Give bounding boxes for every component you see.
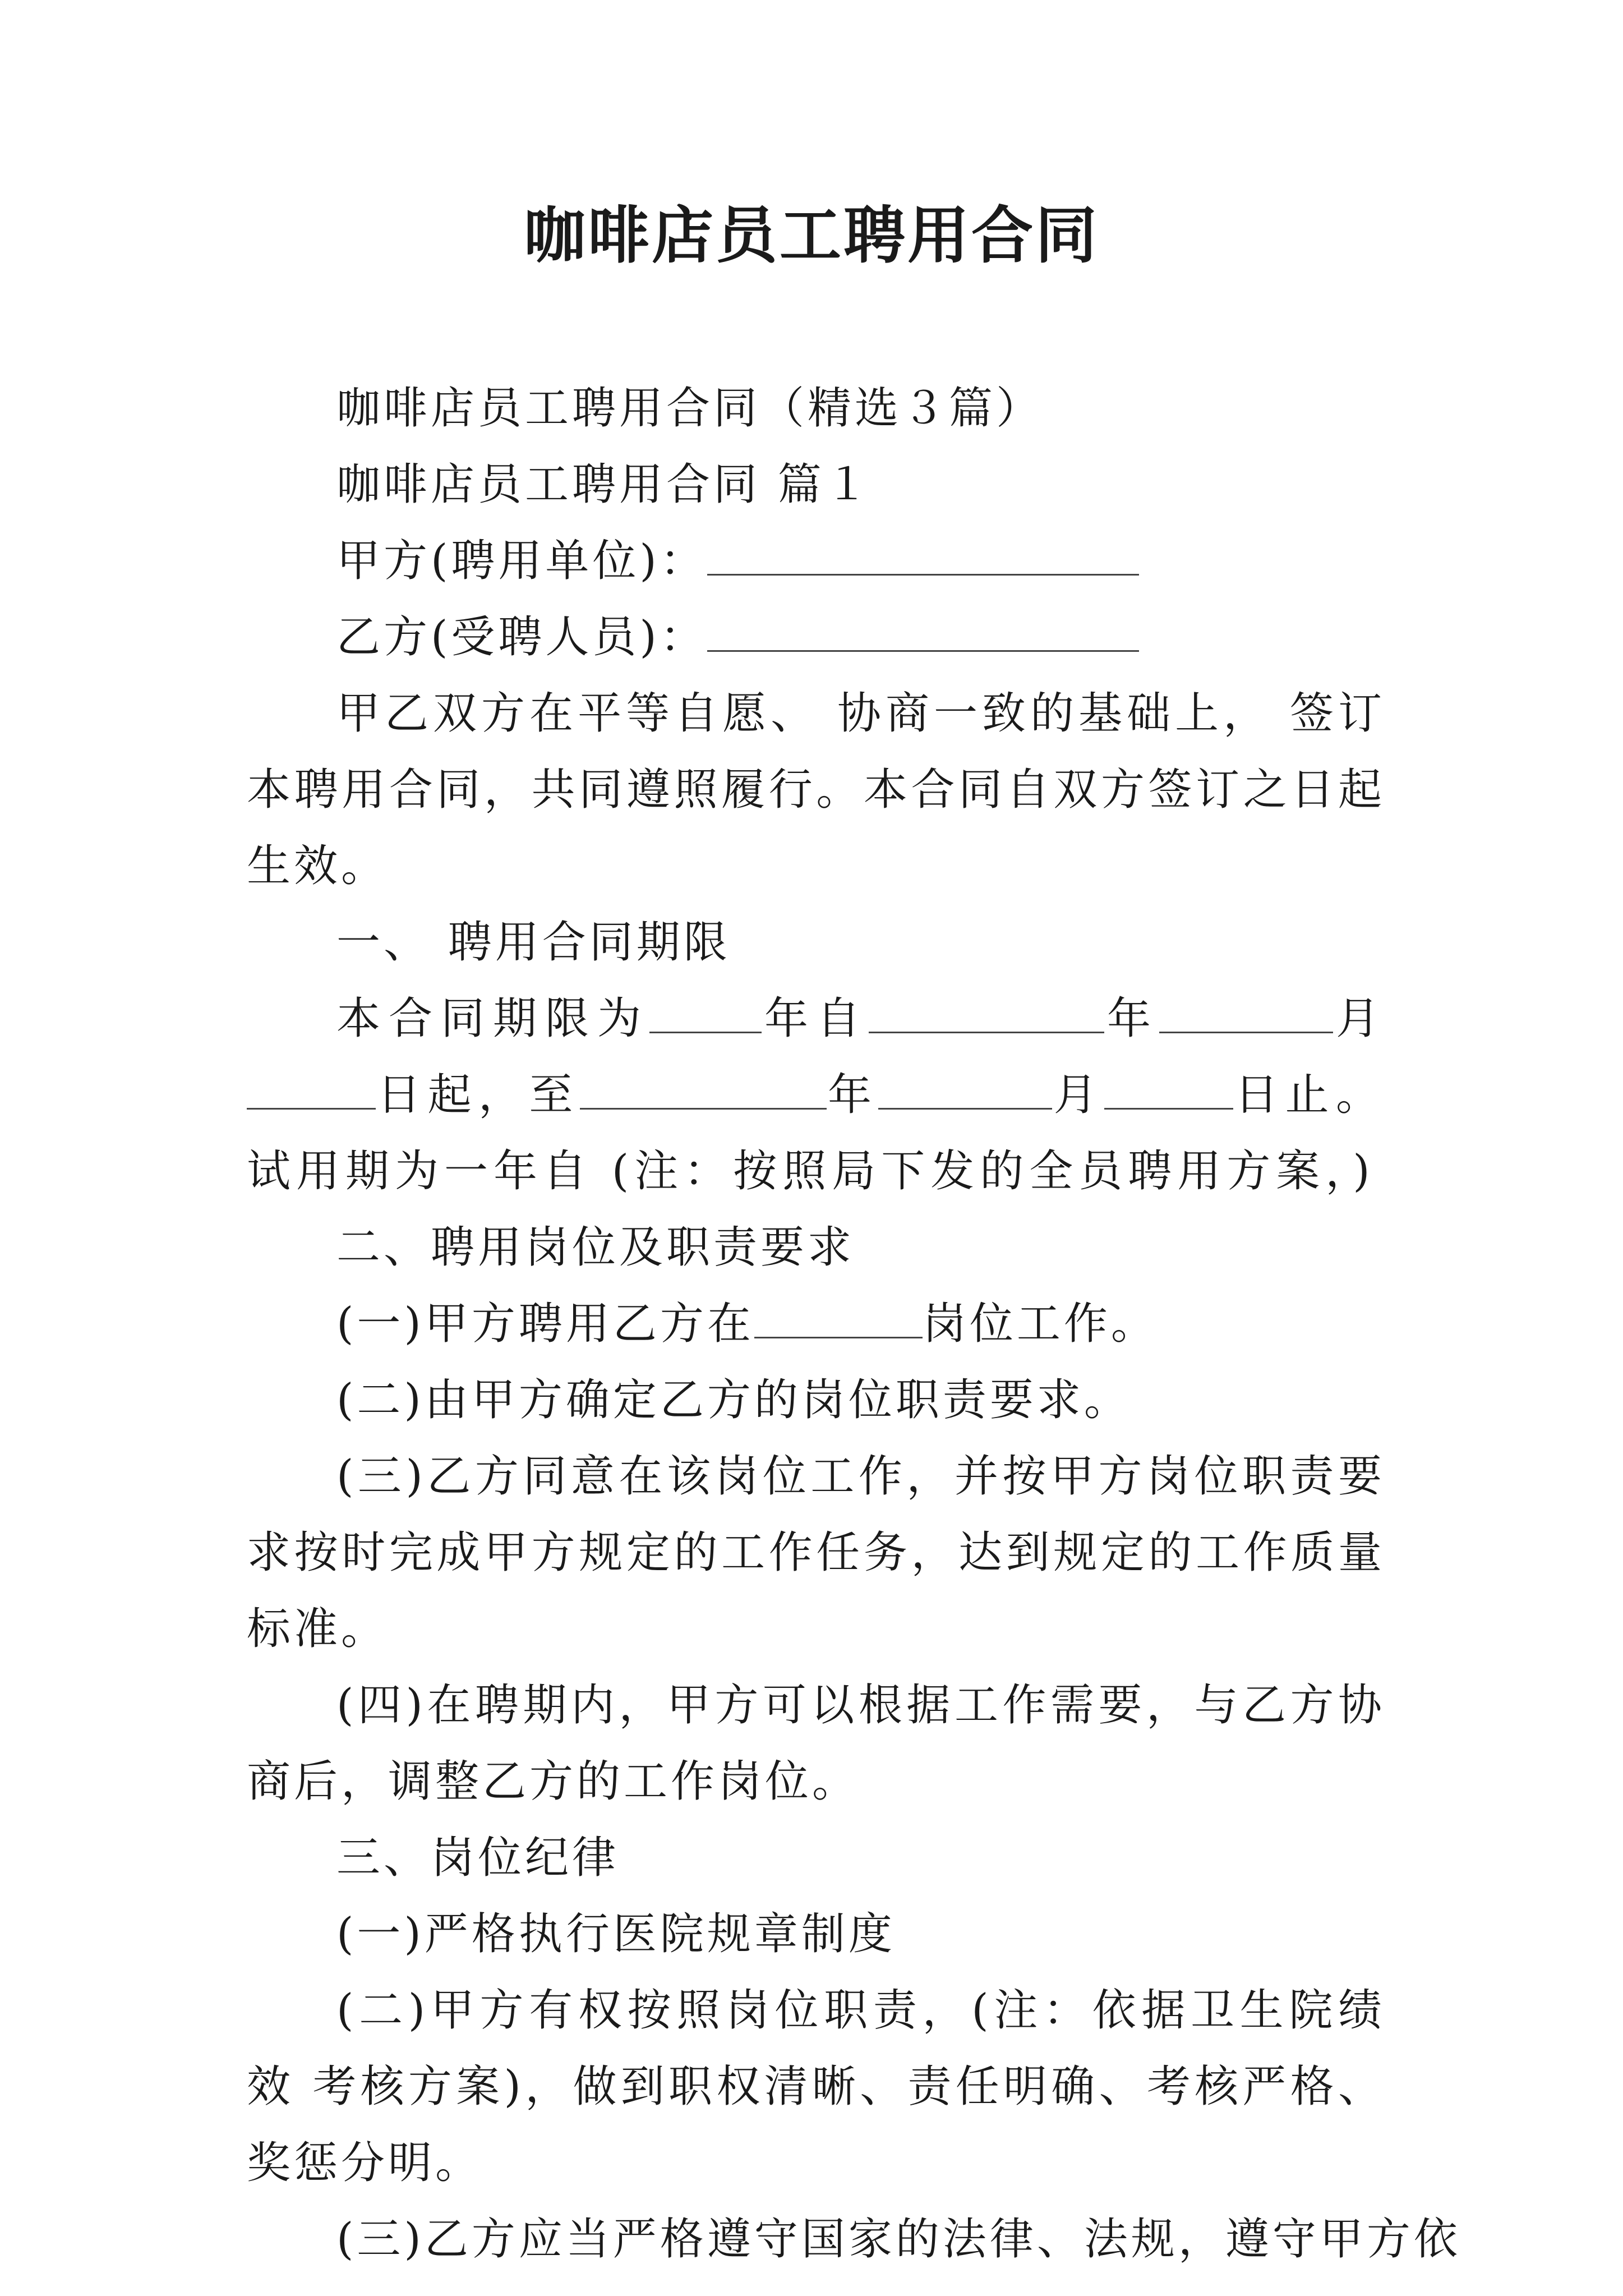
s2-item1-text-a: (一)甲方聘用乙方在: [336, 1299, 754, 1349]
term-text-5: 日起，至: [376, 1070, 580, 1120]
section-3-heading: 三、岗位纪律: [336, 1833, 620, 1883]
section-3-item-1: (一)严格执行医院规章制度: [336, 1909, 896, 1959]
party-a-line: [247, 523, 1385, 599]
s2-item1-text-b: 岗位工作。: [922, 1299, 1158, 1349]
term-text-6: 年: [826, 1070, 879, 1120]
term-blank-start-day: [247, 1069, 376, 1110]
section-3-item-2: (二)甲方有权按照岗位职责，(注：依据卫生院绩效 考核方案)，做到职权清晰、责任明确、考核严格、奖惩分明。: [247, 1985, 1385, 2188]
term-blank-start-month: [1159, 992, 1333, 1033]
term-blank-end-year: [580, 1069, 827, 1110]
term-text-2: 年自: [761, 993, 869, 1044]
section-2-item-3: (三)乙方同意在该岗位工作，并按甲方岗位职责要求按时完成甲方规定的工作任务，达到规定的工作质量标准。: [247, 1451, 1385, 1654]
term-blank-end-day: [1104, 1069, 1233, 1110]
party-b-blank: [707, 611, 1139, 652]
contract-term-paragraph: [247, 981, 1385, 1209]
party-a-blank: [707, 535, 1139, 576]
page-title: 咖啡店员工聘用合同: [524, 199, 1099, 272]
term-text-3: 年: [1104, 993, 1159, 1044]
party-a-label: 甲方(聘用单位)：: [336, 536, 707, 586]
term-text-4: 月: [1332, 993, 1385, 1044]
term-blank-years: [649, 992, 762, 1033]
term-blank-end-month: [878, 1069, 1052, 1110]
section-2-item-1: [247, 1286, 1385, 1362]
section-3-item-3: (三)乙方应当严格遵守国家的法律、法规，遵守甲方依: [336, 2214, 1461, 2265]
section-1-heading: 一、 聘用合同期限: [336, 917, 731, 968]
party-b-label: 乙方(受聘人员)：: [336, 612, 707, 662]
term-text-7: 月: [1052, 1070, 1104, 1120]
subtitle: 咖啡店员工聘用合同（精选３篇）: [336, 383, 1044, 434]
term-blank-start-year: [869, 992, 1104, 1033]
section-heading: 咖啡店员工聘用合同 篇１: [336, 459, 872, 510]
document-body: [247, 370, 1461, 2277]
term-text-1: 本合同期限为: [336, 993, 649, 1044]
intro-paragraph: 甲乙双方在平等自愿、 协商一致的基础上， 签订本聘用合同，共同遵照履行。本合同自双方签订之日起生效。: [247, 688, 1385, 891]
section-2-heading: 二、聘用岗位及职责要求: [336, 1222, 855, 1273]
position-blank: [754, 1297, 923, 1338]
party-b-line: [247, 599, 1385, 675]
term-text-8: 日止。 试用期为一年自 (注：按照局下发的全员聘用方案，): [247, 1070, 1385, 1197]
section-2-item-2: (二)由甲方确定乙方的岗位职责要求。: [336, 1375, 1131, 1425]
section-2-item-4: (四)在聘期内，甲方可以根据工作需要，与乙方协商后，调整乙方的工作岗位。: [247, 1680, 1385, 1807]
